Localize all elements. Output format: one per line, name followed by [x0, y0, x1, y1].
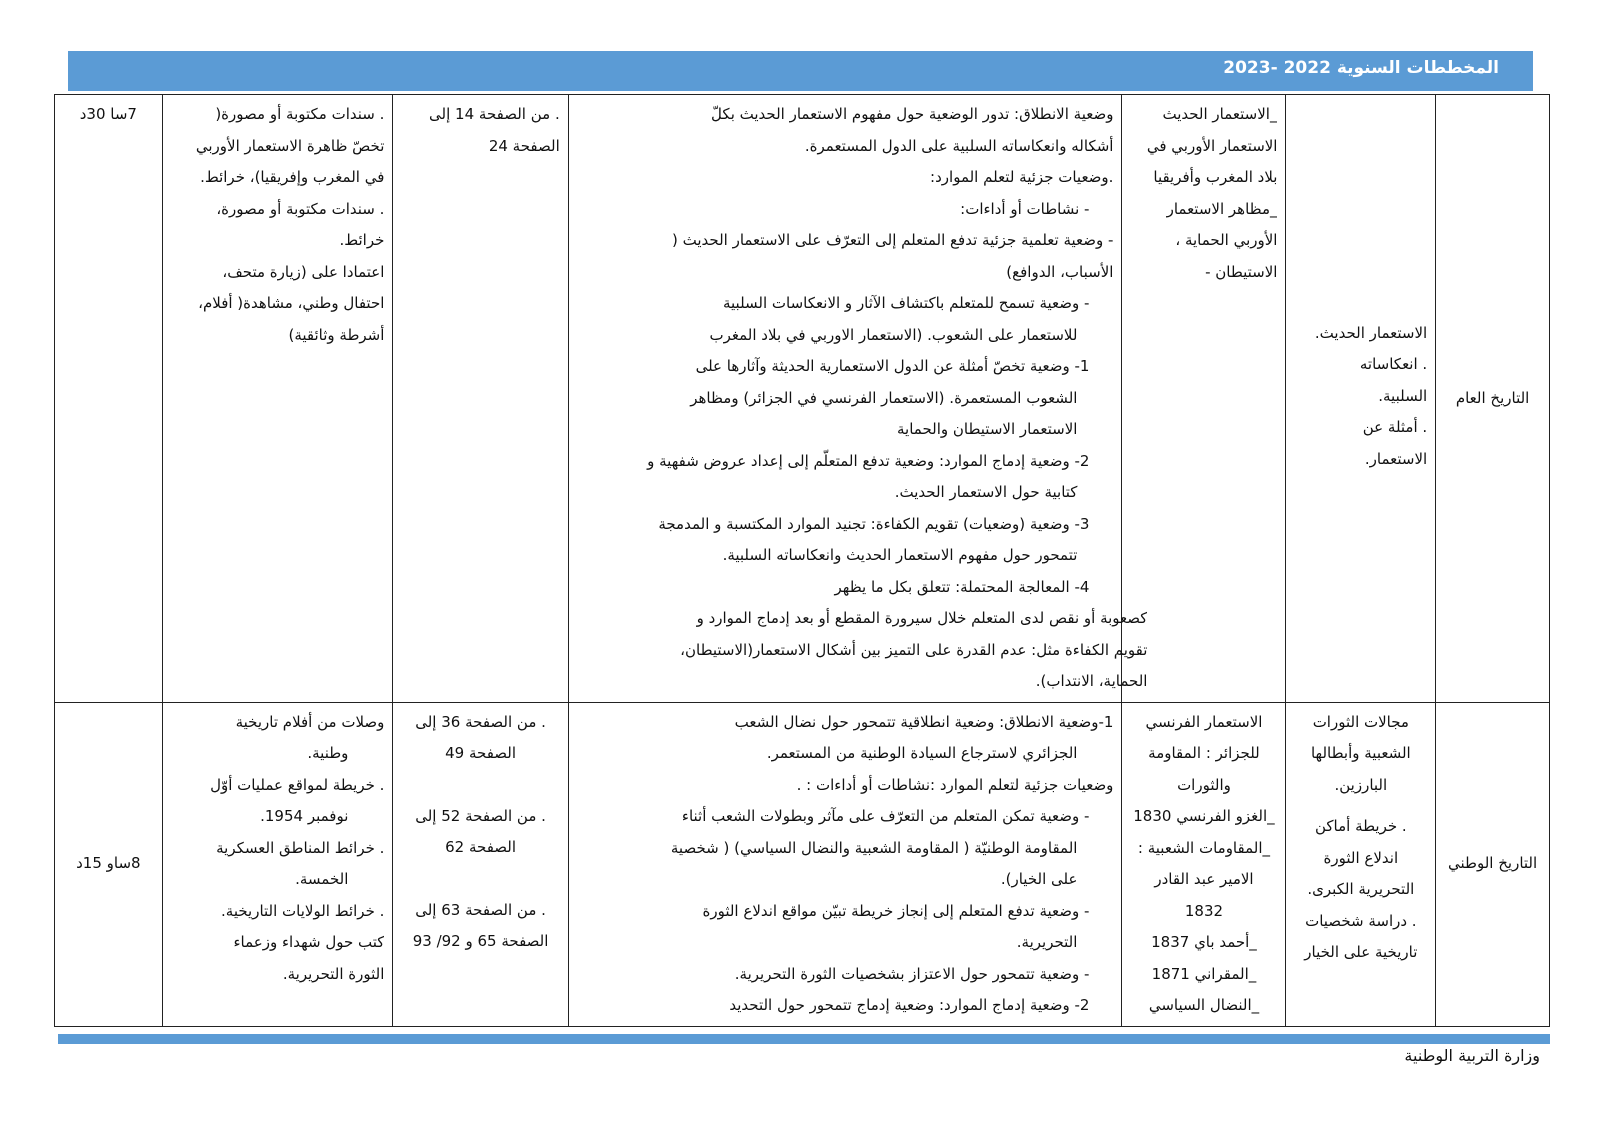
pages-cell: . من الصفحة 36 إلى الصفحة 49 . من الصفحة 52 إلى الصفحة 62 . من الصفحة 63 إلى الصفحة 65 و 92/ 93	[393, 702, 568, 1026]
resources-cell: . سندات مكتوبة أو مصورة( تخصّ ظاهرة الاستعمار الأوربي في المغرب وإفريقيا)، خرائط. . سندات مكتوبة أو مصورة، خرائط. اعتمادا على (زيارة متحف، احتفال وطني، مشاهدة( أفلام، أشرطة وثائقية)	[162, 95, 393, 703]
goals-cell: الاستعمار الحديث. . انعكاساته السلبية. . أمثلة عن الاستعمار.	[1286, 95, 1436, 703]
annual-plan-table	[54, 94, 1550, 1027]
content-cell: _الاستعمار الحديث الاستعمار الأوربي في بلاد المغرب وأفريقيا _مظاهر الاستعمار الأوربي الحماية ، الاستيطان -	[1122, 95, 1286, 703]
table-row	[55, 95, 1550, 703]
goals-cell: مجالات الثورات الشعبية وأبطالها البارزين. . خريطة أماكن اندلاع الثورة التحريرية الكبرى. . دراسة شخصيات تاريخية على الخيار	[1286, 702, 1436, 1026]
activities-cell: 1-وضعية الانطلاق: وضعية انطلاقية تتمحور حول نضال الشعب الجزائري لاسترجاع السيادة الوطنية من المستعمر. وضعيات جزئية لتعلم الموارد :نشاطات أو أداءات : . - وضعية تمكن المتعلم من التعرّف على مآثر وبطولات الشعب أثناء المقاومة الوطنيّة ( المقاومة الشعبية والنضال السياسي) ( شخصية على الخيار). - وضعية تدفع المتعلم إلى إنجاز خريطة تبيّن مواقع اندلاع الثورة التحريرية. - وضعية تتمحور حول الاعتزاز بشخصيات الثورة التحريرية. 2- وضعية إدماج الموارد: وضعية إدماج تتمحور حول التحديد	[568, 702, 1122, 1026]
footer-bar	[58, 1034, 1550, 1044]
resources-cell: وصلات من أفلام تاريخية وطنية. . خريطة لمواقع عمليات أوّل نوفمبر 1954. . خرائط المناطق العسكرية الخمسة. . خرائط الولايات التاريخية. كتب حول شهداء وزعماء الثورة التحريرية.	[162, 702, 393, 1026]
activities-cell: وضعية الانطلاق: تدور الوضعية حول مفهوم الاستعمار الحديث بكلّ أشكاله وانعكاساته السلبية على الدول المستعمرة. .وضعيات جزئية لتعلم الموارد: - نشاطات أو أداءات: - وضعية تعلمية جزئية تدفع المتعلم إلى التعرّف على الاستعمار الحديث ( الأسباب، الدوافع) - وضعية تسمح للمتعلم باكتشاف الآثار و الانعكاسات السلبية للاستعمار على الشعوب. (الاستعمار الاوربي في بلاد المغرب 1- وضعية تخصّ أمثلة عن الدول الاستعمارية الحديثة وآثارها على الشعوب المستعمرة. (الاستعمار الفرنسي في الجزائر) ومظاهر الاستعمار الاستيطان والحماية 2- وضعية إدماج الموارد: وضعية تدفع المتعلّم إلى إعداد عروض شفهية و كتابية حول الاستعمار الحديث. 3- وضعية (وضعيات) تقويم الكفاءة: تجنيد الموارد المكتسبة و المدمجة تتمحور حول مفهوم الاستعمار الحديث وانعكاساته السلبية. 4- المعالجة المحتملة: تتعلق بكل ما يظهر كصعوبة أو نقص لدى المتعلم خلال سيرورة المقطع أو بعد إدماج الموارد و تقويم الكفاءة مثل: عدم القدرة على التميز بين أشكال الاستعمار(الاستيطان، الحماية، الانتداب).	[568, 95, 1122, 703]
field-cell: التاريخ الوطني	[1436, 702, 1550, 1026]
ministry-footer: وزارة التربية الوطنية	[1404, 1046, 1540, 1065]
content-cell: الاستعمار الفرنسي للجزائر : المقاومة والثورات _الغزو الفرنسي 1830 _المقاومات الشعبية : الامير عبد القادر 1832 _أحمد باي 1837 _المقراني 1871 _النضال السياسي	[1122, 702, 1286, 1026]
field-cell: التاريخ العام	[1436, 95, 1550, 703]
header-bar	[68, 51, 1533, 91]
document-title: المخططات السنوية 2022 -2023	[1223, 58, 1499, 78]
pages-cell: . من الصفحة 14 إلى الصفحة 24	[393, 95, 568, 703]
table-row	[55, 702, 1550, 1026]
time-cell: 8ساو 15د	[55, 702, 163, 1026]
time-cell: 7سا 30د	[55, 95, 163, 703]
